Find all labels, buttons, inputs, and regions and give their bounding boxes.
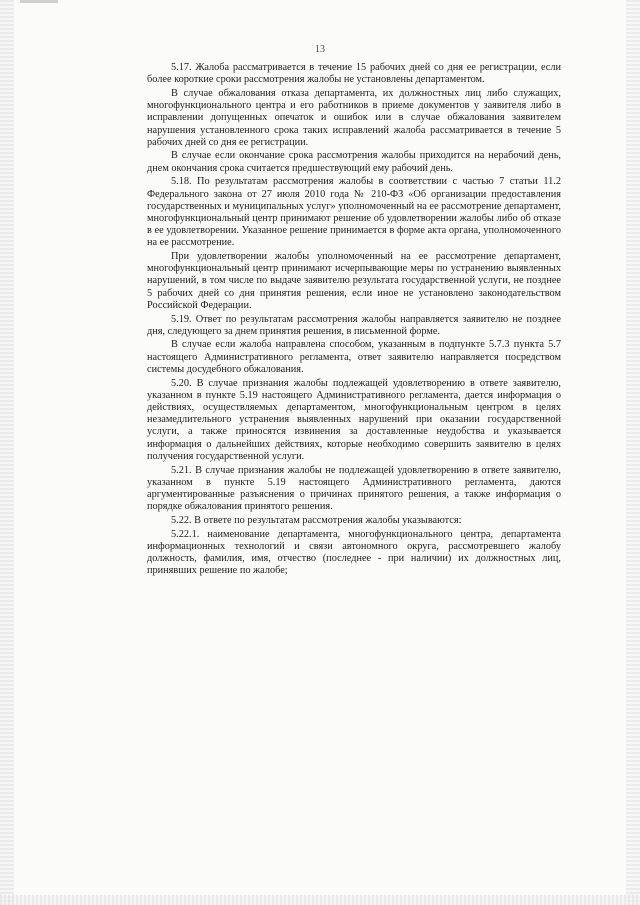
document-body — [147, 62, 561, 579]
scan-edge-bottom — [0, 895, 640, 905]
paragraph-nonworking-day: В случае если окончание срока рассмотрения жалобы приходится на нерабочий день, днем окончания срока считается предшествующий ему рабочий день. — [147, 150, 561, 174]
paragraph-5-19: 5.19. Ответ по результатам рассмотрения жалобы направляется заявителю не позднее дня, следующего за днем принятия решения, в письменной форме. — [147, 313, 561, 337]
page-number: 13 — [315, 44, 325, 55]
paragraph-satisfaction-measures: При удовлетворении жалобы уполномоченный на ее рассмотрение департамент, многофункциональный центр принимают исчерпывающие меры по устранению выявленных нарушений, в том числе по выдаче заявителю результата государственной услуги, не позднее 5 рабочих дней со дня принятия решения, если иное не установлено законодательством Российской Федерации. — [147, 251, 561, 311]
paragraph-5-18: 5.18. По результатам рассмотрения жалобы в соответствии с частью 7 статьи 11.2 Федерального закона от 27 июля 2010 года № 210-ФЗ «Об организации предоставления государственных и муниципальных услуг» уполномоченный на ее рассмотрение департамент, многофункциональный центр принимают решение об удовлетворении жалобы либо об отказе в ее удовлетворении. Указанное решение принимается в форме акта органа, уполномоченного на ее рассмотрение. — [147, 176, 561, 249]
paragraph-5-22-1: 5.22.1. наименование департамента, многофункционального центра, департамента информационных технологий и связи автономного округа, рассмотревшего жалобу должность, фамилия, имя, отчество (последнее - при наличии) их должностных лиц, принявших решение по жалобе; — [147, 528, 561, 577]
paragraph-pretrial-system: В случае если жалоба направлена способом, указанным в подпункте 5.7.3 пункта 5.7 настоящего Административного регламента, ответ заявителю направляется посредством системы досудебного обжалования. — [147, 339, 561, 375]
paragraph-5-21: 5.21. В случае признания жалобы не подлежащей удовлетворению в ответе заявителю, указанном в пункте 5.19 настоящего Административного регламента, даются аргументированные разъяснения о причинах принятого решения, а также информация о порядке обжалования принятого решения. — [147, 464, 561, 513]
paragraph-appeal-refusal: В случае обжалования отказа департамента, их должностных лиц либо служащих, многофункционального центра и его работников в приеме документов у заявителя либо в исправлении допущенных опечаток и ошибок или в случае обжалования заявителем нарушения установленного срока таких исправлений жалоба рассматривается в течение 5 рабочих дней со дня ее регистрации. — [147, 87, 561, 148]
paragraph-5-22: 5.22. В ответе по результатам рассмотрения жалобы указываются: — [171, 514, 462, 526]
scan-corner-mark — [20, 0, 58, 3]
scan-edge-left — [0, 0, 14, 905]
scan-edge-right — [626, 0, 640, 905]
paragraph-5-17: 5.17. Жалоба рассматривается в течение 15 рабочих дней со дня ее регистрации, если более короткие сроки рассмотрения жалобы не установлены департаментом. — [147, 62, 561, 86]
paragraph-5-20: 5.20. В случае признания жалобы подлежащей удовлетворению в ответе заявителю, указанном в пункте 5.19 настоящего Административного регламента, дается информация о действиях, осуществляемых департаментом, многофункциональным центром в целях незамедлительного устранения выявленных нарушений при оказании государственной услуги, а также приносятся извинения за доставленные неудобства и указывается информация о дальнейших действиях, которые необходимо совершить заявителю в целях получения государственной услуги. — [147, 377, 561, 462]
